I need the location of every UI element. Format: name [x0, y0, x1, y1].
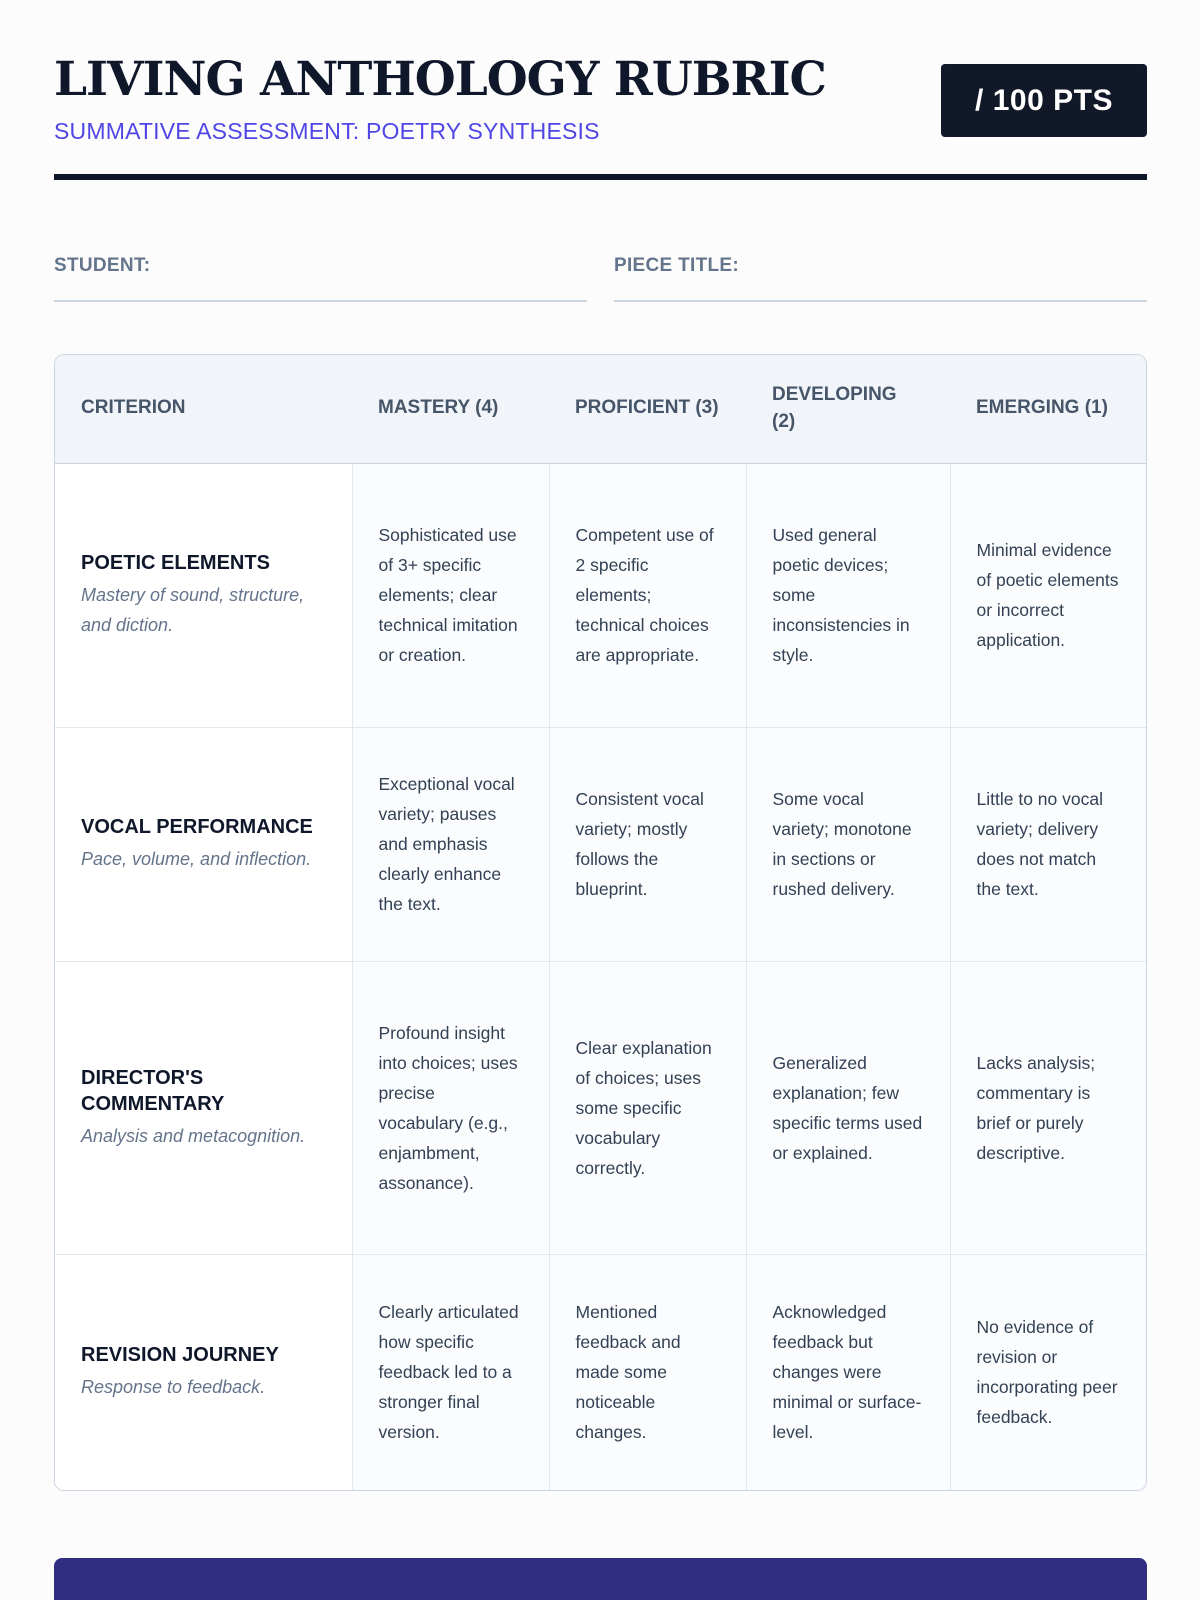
- piece-title-label: PIECE TITLE:: [614, 255, 739, 276]
- emerging-cell: Lacks analysis; commentary is brief or purely descriptive.: [950, 961, 1147, 1254]
- header-developing: DEVELOPING (2): [746, 355, 950, 463]
- proficient-cell: Mentioned feedback and made some noticeable changes.: [549, 1254, 746, 1490]
- criterion-name: REVISION JOURNEY: [81, 1344, 279, 1367]
- developing-cell: Acknowledged feedback but changes were minimal or surface-level.: [746, 1254, 950, 1490]
- info-fields: [54, 250, 1147, 302]
- mastery-cell: Sophisticated use of 3+ specific elements; clear technical imitation or creation.: [352, 463, 549, 727]
- criterion-cell: [55, 1254, 352, 1490]
- header-proficient: PROFICIENT (3): [549, 355, 746, 463]
- table-row: [55, 463, 1147, 727]
- criterion-name: DIRECTOR'S COMMENTARY: [81, 1066, 225, 1115]
- mastery-cell: Exceptional vocal variety; pauses and emphasis clearly enhance the text.: [352, 727, 549, 961]
- header-emerging: EMERGING (1): [950, 355, 1147, 463]
- piece-title-field[interactable]: [614, 250, 1147, 302]
- proficient-cell: Clear explanation of choices; uses some specific vocabulary correctly.: [549, 961, 746, 1254]
- page-subtitle: SUMMATIVE ASSESSMENT: POETRY SYNTHESIS: [54, 118, 600, 144]
- criterion-description: Mastery of sound, structure, and diction.: [81, 585, 305, 635]
- emerging-cell: Minimal evidence of poetic elements or incorrect application.: [950, 463, 1147, 727]
- criterion-description: Response to feedback.: [81, 1377, 266, 1398]
- page-title: LIVING ANTHOLOGY RUBRIC: [54, 52, 826, 107]
- developing-cell: Used general poetic devices; some inconsistencies in style.: [746, 463, 950, 727]
- developing-cell: Generalized explanation; few specific terms used or explained.: [746, 961, 950, 1254]
- criterion-description: Pace, volume, and inflection.: [81, 849, 312, 869]
- table-row: [55, 961, 1147, 1254]
- criterion-description: Analysis and metacognition.: [81, 1125, 306, 1146]
- emerging-cell: No evidence of revision or incorporating peer feedback.: [950, 1254, 1147, 1490]
- table-row: [55, 1254, 1147, 1490]
- emerging-cell: Little to no vocal variety; delivery does not match the text.: [950, 727, 1147, 961]
- criterion-cell: [55, 463, 352, 727]
- header: [54, 0, 1147, 180]
- criterion-cell: [55, 727, 352, 961]
- table-header-row: [55, 355, 1147, 463]
- developing-cell: Some vocal variety; monotone in sections or rushed delivery.: [746, 727, 950, 961]
- mastery-cell: Clearly articulated how specific feedback led to a stronger final version.: [352, 1254, 549, 1490]
- mastery-cell: Profound insight into choices; uses precise vocabulary (e.g., enjambment, assonance).: [352, 961, 549, 1254]
- header-mastery: MASTERY (4): [352, 355, 549, 463]
- header-criterion: CRITERION: [55, 355, 352, 463]
- criterion-cell: [55, 961, 352, 1254]
- proficient-cell: Competent use of 2 specific elements; technical choices are appropriate.: [549, 463, 746, 727]
- rubric-page: [54, 0, 1147, 1443]
- header-divider: [54, 174, 1147, 180]
- criterion-name: VOCAL PERFORMANCE: [81, 816, 313, 838]
- points-badge: / 100 PTS: [941, 64, 1147, 137]
- student-field[interactable]: [54, 250, 587, 302]
- criterion-name: POETIC ELEMENTS: [81, 552, 270, 574]
- student-label: STUDENT:: [54, 255, 151, 276]
- proficient-cell: Consistent vocal variety; mostly follows the blueprint.: [549, 727, 746, 961]
- footer-band: [54, 1558, 1147, 1600]
- rubric-table: [54, 354, 1147, 1491]
- table-row: [55, 727, 1147, 961]
